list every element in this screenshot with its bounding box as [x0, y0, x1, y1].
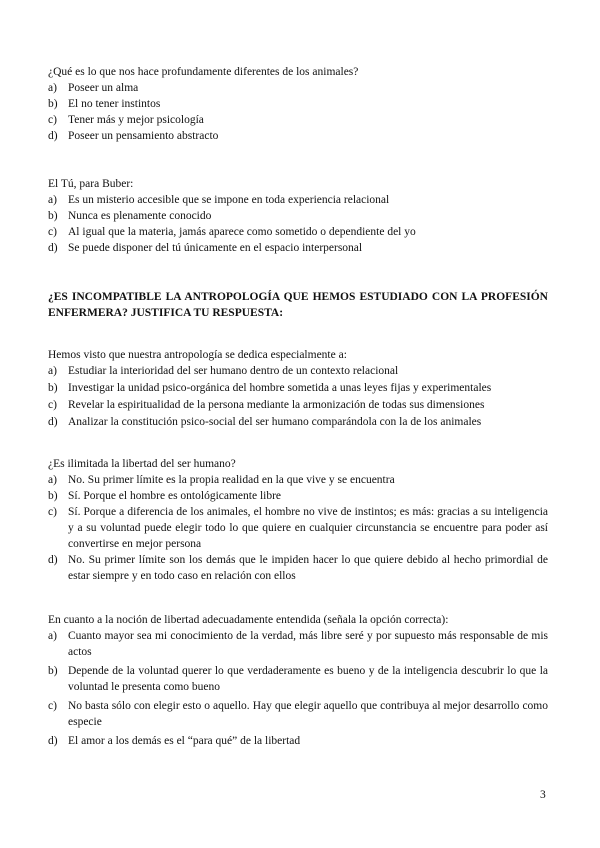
option-letter: b): [48, 382, 58, 394]
option-letter: a): [48, 474, 57, 486]
option-letter: b): [48, 490, 58, 502]
option-item: [48, 128, 548, 144]
option-text: Al igual que la materia, jamás aparece como sometido o dependiente del yo: [68, 226, 416, 238]
option-letter: a): [48, 82, 57, 94]
option-text: El no tener instintos: [68, 98, 161, 110]
question-block: [48, 612, 548, 749]
option-text: Sí. Porque a diferencia de los animales, el hombre no vive de instintos; es más: gracias a su inteligencia y a su voluntad puede elegir todo lo que quiere en cualquier circunstancia se encuentre para poder así convertirse en mejor persona: [68, 506, 548, 550]
option-letter: a): [48, 194, 57, 206]
option-text: Es un misterio accesible que se impone en toda experiencia relacional: [68, 194, 390, 206]
option-text: Se puede disponer del tú únicamente en el espacio interpersonal: [68, 242, 363, 254]
section-heading-block: [48, 289, 548, 321]
option-letter: d): [48, 242, 58, 254]
question-block: [48, 64, 548, 144]
option-text: Revelar la espiritualidad de la persona mediante la armonización de todas sus dimensiones: [68, 399, 485, 411]
option-letter: b): [48, 210, 58, 222]
page-number: 3: [540, 789, 546, 801]
option-letter: c): [48, 506, 57, 518]
option-text: Investigar la unidad psico-orgánica del hombre sometida a unas leyes fijas y experimentales: [68, 382, 492, 394]
option-item: [48, 96, 548, 112]
option-list: [48, 80, 548, 144]
option-text: Cuanto mayor sea mi conocimiento de la verdad, más libre seré y por supuesto más responsable de mis actos: [68, 630, 548, 658]
question-text: El Tú, para Buber:: [48, 178, 134, 190]
option-letter: b): [48, 665, 58, 677]
question-text: ¿Es ilimitada la libertad del ser humano?: [48, 458, 236, 470]
option-item: [48, 208, 548, 224]
option-letter: d): [48, 416, 58, 428]
option-text: Estudiar la interioridad del ser humano dentro de un contexto relacional: [68, 365, 399, 377]
option-item: [48, 380, 548, 396]
option-letter: c): [48, 226, 57, 238]
option-list: [48, 363, 548, 430]
option-text: No. Su primer límite son los demás que le impiden hacer lo que quiere debido al hecho primordial de estar siempre y en todo caso en relación con ellos: [68, 554, 548, 582]
option-item: [48, 397, 548, 413]
option-item: [48, 698, 548, 730]
option-letter: c): [48, 700, 57, 712]
option-item: [48, 552, 548, 584]
option-text: No. Su primer límite es la propia realidad en la que vive y se encuentra: [68, 474, 395, 486]
question-block: [48, 456, 548, 584]
option-letter: d): [48, 735, 58, 747]
option-letter: d): [48, 554, 58, 566]
section-heading: ¿ES INCOMPATIBLE LA ANTROPOLOGÍA QUE HEMOS ESTUDIADO CON LA PROFESIÓN ENFERMERA? JUSTIFICA TU RESPUESTA:: [48, 291, 548, 319]
option-text: Poseer un pensamiento abstracto: [68, 130, 219, 142]
option-letter: c): [48, 399, 57, 411]
option-list: [48, 472, 548, 584]
question-text: Hemos visto que nuestra antropología se dedica especialmente a:: [48, 349, 347, 361]
option-text: Analizar la constitución psico-social del ser humano comparándola con la de los animales: [68, 416, 482, 428]
option-item: [48, 224, 548, 240]
question-text: En cuanto a la noción de libertad adecuadamente entendida (señala la opción correcta):: [48, 614, 449, 626]
option-text: Tener más y mejor psicología: [68, 114, 204, 126]
option-item: [48, 363, 548, 379]
option-letter: d): [48, 130, 58, 142]
option-item: [48, 240, 548, 256]
option-text: Nunca es plenamente conocido: [68, 210, 212, 222]
option-item: [48, 80, 548, 96]
option-item: [48, 504, 548, 552]
option-item: [48, 192, 548, 208]
option-text: Sí. Porque el hombre es ontológicamente libre: [68, 490, 282, 502]
option-item: [48, 414, 548, 430]
option-item: [48, 112, 548, 128]
option-item: [48, 488, 548, 504]
option-text: El amor a los demás es el “para qué” de la libertad: [68, 735, 301, 747]
question-block: [48, 347, 548, 430]
option-list: [48, 192, 548, 256]
option-list: [48, 628, 548, 749]
option-item: [48, 733, 548, 749]
option-letter: b): [48, 98, 58, 110]
question-block: [48, 176, 548, 256]
option-text: Depende de la voluntad querer lo que verdaderamente es bueno y de la inteligencia descubrir lo que la voluntad le presenta como bueno: [68, 665, 548, 693]
option-item: [48, 628, 548, 660]
option-letter: a): [48, 630, 57, 642]
option-text: Poseer un alma: [68, 82, 139, 94]
option-item: [48, 663, 548, 695]
option-letter: a): [48, 365, 57, 377]
option-letter: c): [48, 114, 57, 126]
option-text: No basta sólo con elegir esto o aquello. Hay que elegir aquello que contribuya al mejor desarrollo como especie: [68, 700, 548, 728]
option-item: [48, 472, 548, 488]
question-text: ¿Qué es lo que nos hace profundamente diferentes de los animales?: [48, 66, 359, 78]
